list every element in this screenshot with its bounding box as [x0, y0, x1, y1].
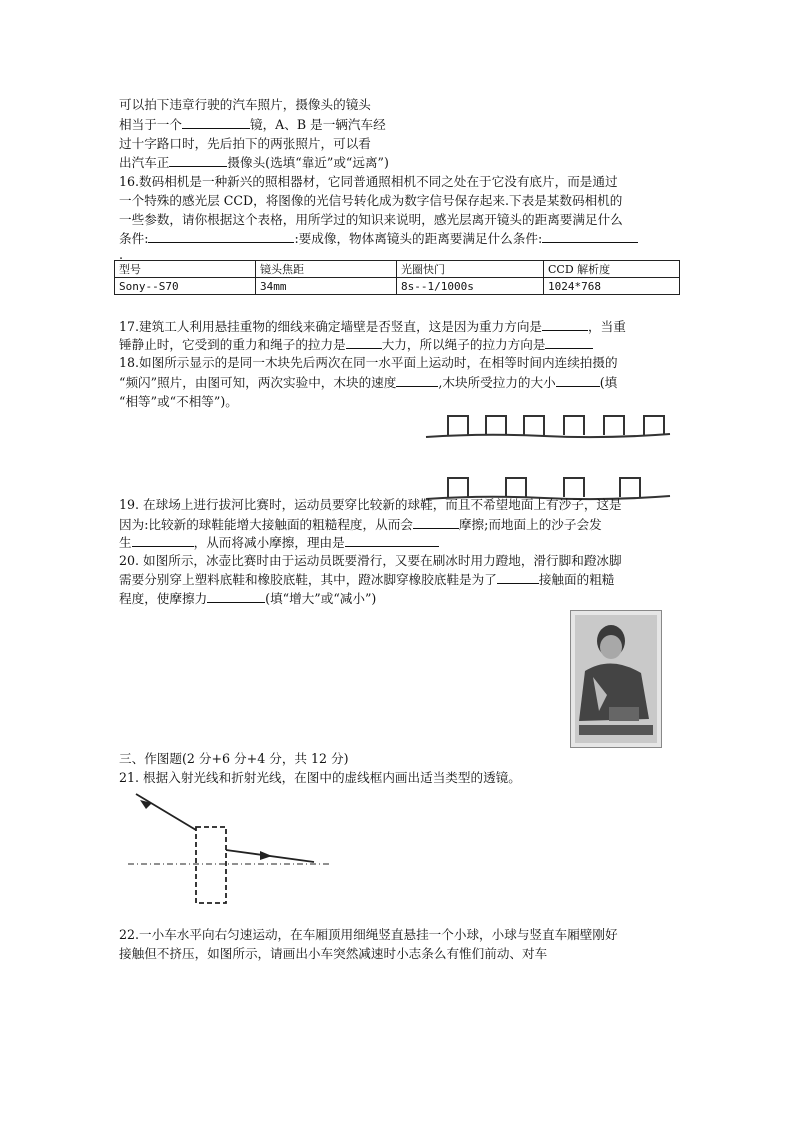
q18-line-1: 18.如图所示显示的是同一木块先后两次在同一水平面上运动时，在相等时间内连续拍摄的 [119, 355, 618, 370]
lens-box[interactable] [196, 827, 226, 903]
table-cell: 8s--1/1000s [397, 278, 544, 295]
q18-line-2-b: ,木块所受拉力的大小 [438, 375, 556, 390]
curling-player-picture [571, 611, 661, 747]
q18-line-2-a: “频闪”照片，由图可知，两次实验中，木块的速度 [119, 375, 397, 390]
q19-line-3 [119, 534, 439, 551]
camera-spec-table [114, 260, 680, 295]
q16-line-5: . [119, 247, 124, 262]
q15-line-2-b: 镜，A、B 是一辆汽车经 [249, 117, 386, 132]
answer-blank[interactable] [207, 590, 265, 603]
q17-line-1 [119, 318, 626, 335]
table-header-row [115, 261, 680, 278]
q15-line-4 [119, 154, 389, 171]
q15-line-4-a: 出汽车正 [119, 155, 170, 170]
q18-line-3: “相等”或“不相等”)。 [119, 394, 238, 409]
table-header-cell: 光圈快门 [397, 261, 544, 278]
q16-line-2: 一个特殊的感光层 CCD，将图像的光信号转化成为数字信号保存起来.下表是某数码相机的 [119, 193, 623, 208]
q20-line-2-a: 需要分别穿上塑料底鞋和橡胶底鞋，其中，蹬冰脚穿橡胶底鞋是为了 [119, 572, 497, 587]
section-3-title: 三、作图题(2 分+6 分+4 分，共 12 分) [119, 751, 349, 766]
q17-line-1-a: 17.建筑工人利用悬挂重物的细线来确定墙壁是否竖直，这是因为重力方向是 [119, 319, 543, 334]
answer-blank[interactable] [132, 534, 194, 547]
q20-line-3-b: (填“增大”或“减小”) [265, 591, 377, 606]
q15-line-3: 过十字路口时，先后拍下的两张照片，可以看 [119, 136, 371, 151]
arrowhead-icon [260, 851, 272, 860]
curling-photo [570, 610, 662, 748]
answer-blank[interactable] [169, 154, 227, 167]
frequency-flash-figure [424, 410, 672, 502]
answer-blank[interactable] [545, 336, 593, 349]
q19-line-2-b: 摩擦;而地面上的沙子会发 [458, 517, 602, 532]
q16-line-1: 16.数码相机是一种新兴的照相器材，它同普通照相机不同之处在于它没有底片，而是通过 [119, 174, 618, 189]
q17-line-2 [119, 336, 593, 353]
table-cell: 1024*768 [544, 278, 680, 295]
q15-line-1: 可以拍下违章行驶的汽车照片，摄像头的镜头 [119, 97, 371, 112]
q19-line-2-a: 因为:比较新的球鞋能增大接触面的粗糙程度，从而会 [119, 517, 413, 532]
q20-line-2-b: 接触面的粗糙 [538, 572, 615, 587]
q22-line-2: 接触但不挤压，如图所示，请画出小车突然减速时小志条么有惟们前动、对车 [119, 946, 548, 961]
answer-blank[interactable] [346, 336, 382, 349]
q20-line-1: 20. 如图所示，冰壶比赛时由于运动员既要滑行，又要在刷冰时用力蹬地，滑行脚和蹬冰脚 [119, 553, 622, 568]
q16-line-4-b: :要成像，物体离镜头的距离要满足什么条件: [294, 231, 543, 246]
q19-line-1: 19. 在球场上进行拔河比赛时，运动员要穿比较新的球鞋，而且不希望地面上有沙子，这是 [119, 497, 622, 512]
q19-line-3-b: ，从而将减小摩擦，理由是 [193, 535, 345, 550]
answer-blank[interactable] [556, 374, 600, 387]
answer-blank[interactable] [345, 534, 439, 547]
table-header-cell: 镜头焦距 [256, 261, 397, 278]
lens-ray-diagram [124, 790, 334, 906]
q17-line-2-a: 锤静止时，它受到的重力和绳子的拉力是 [119, 337, 346, 352]
table-header-cell: CCD 解析度 [544, 261, 680, 278]
answer-blank[interactable] [542, 230, 638, 243]
answer-blank[interactable] [413, 516, 459, 529]
q15-line-4-b: 摄像头(选填“靠近”或“远离”) [227, 155, 389, 170]
table-cell: Sony--S70 [115, 278, 256, 295]
answer-blank[interactable] [148, 230, 294, 243]
table-header-cell: 型号 [115, 261, 256, 278]
q21-line: 21. 根据入射光线和折射光线，在图中的虚线框内画出适当类型的透镜。 [119, 770, 521, 785]
q22-line-1: 22.一小车水平向右匀速运动，在车厢顶用细绳竖直悬挂一个小球，小球与竖直车厢壁刚好 [119, 927, 618, 942]
q18-line-2 [119, 374, 617, 391]
q15-line-2 [119, 116, 386, 133]
answer-blank[interactable] [497, 571, 539, 584]
q16-line-4-a: 条件: [119, 231, 149, 246]
q16-line-4 [119, 230, 638, 247]
table-row [115, 278, 680, 295]
answer-blank[interactable] [396, 374, 438, 387]
q15-line-2-a: 相当于一个 [119, 117, 182, 132]
q20-line-3-a: 程度，使摩擦力 [119, 591, 208, 606]
table-cell: 34mm [256, 278, 397, 295]
q17-line-1-b: ，当重 [588, 319, 626, 334]
arrowhead-icon [140, 800, 152, 809]
answer-blank[interactable] [182, 116, 250, 129]
q20-line-2 [119, 571, 614, 588]
answer-blank[interactable] [542, 318, 588, 331]
incident-ray [136, 794, 196, 830]
q19-line-3-a: 生 [119, 535, 132, 550]
q19-line-2 [119, 516, 602, 533]
q16-line-3: 一些参数，请你根据这个表格，用所学过的知识来说明，感光层离开镜头的距离要满足什么 [119, 212, 623, 227]
q18-line-2-c: (填 [599, 375, 618, 390]
flash-strip-1 [426, 416, 670, 437]
q20-line-3 [119, 590, 376, 607]
q17-line-2-b: 大力，所以绳子的拉力方向是 [381, 337, 546, 352]
